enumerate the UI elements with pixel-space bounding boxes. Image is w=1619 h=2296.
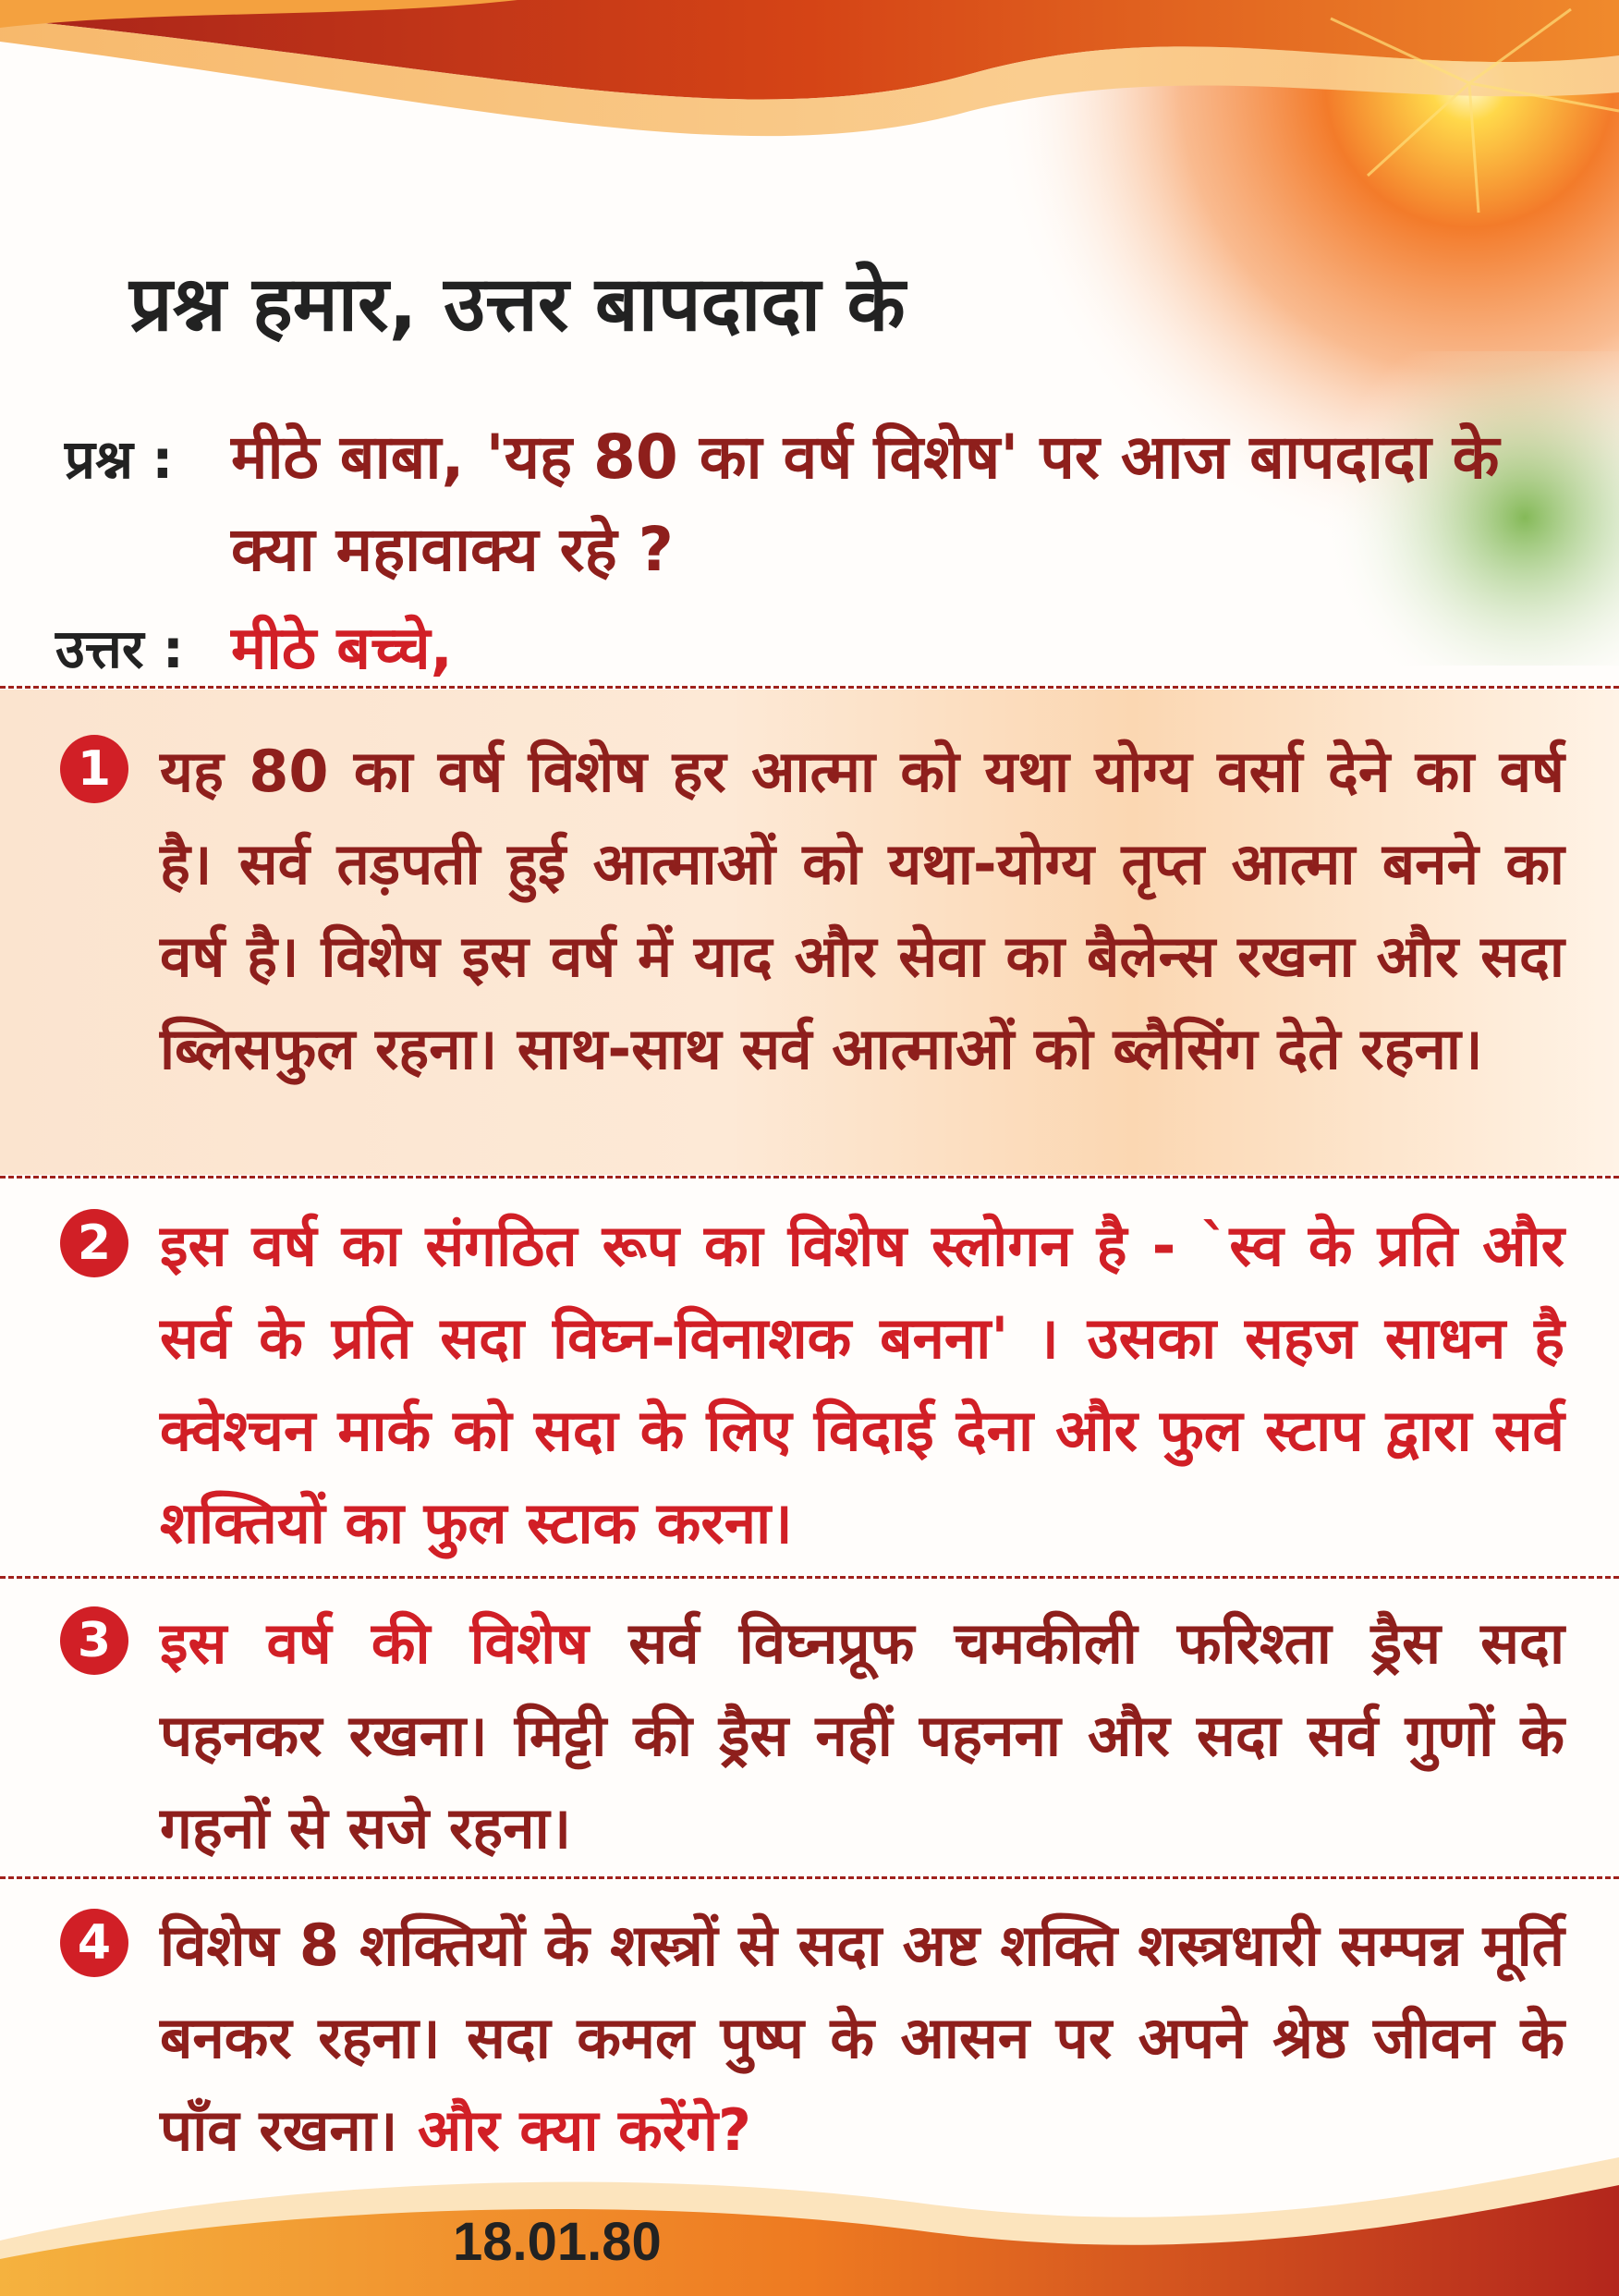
point-1-text: यह 80 का वर्ष विशेष हर आत्मा को यथा योग्य वर्सा देने का वर्ष है। सर्व तड़पती हुई आत्माओं को यथा-योग्य तृप्त आत्मा बनने का वर्ष है। विशेष इस वर्ष में याद और सेवा का बैलेन्स रखना और सदा ब्लिसफुल रहना। साथ-साथ सर्व आत्माओं को ब्लैसिंग देते रहना।	[160, 738, 1564, 1082]
divider	[0, 1876, 1619, 1879]
divider	[0, 1576, 1619, 1579]
footer-wave-art	[0, 2139, 1619, 2296]
answer-label: उत्तर :	[55, 617, 184, 680]
point-4-body: विशेष 8 शक्तियों के शस्त्रों से सदा अष्ट शक्ति शस्त्रधारी सम्पन्न मूर्ति बनकर रहना। सदा कमल पुष्प के आसन पर अपने श्रेष्ठ जीवन के पाँव रखना।	[160, 1911, 1564, 2164]
point-2-slogan: इस वर्ष का संगठित रूप का विशेष स्लोगन है - `स्व के प्रति और सर्व के प्रति सदा विघ्न-विनाशक बनना'	[160, 1212, 1564, 1372]
point-3-lead: इस वर्ष की विशेष	[160, 1609, 590, 1677]
point-4-closing-question: और क्या करेंगे?	[417, 2096, 751, 2164]
answer-greeting: मीठे बच्चे,	[231, 615, 453, 683]
question-text: मीठे बाबा, 'यह 80 का वर्ष विशेष' पर आज बापदादा के क्या महावाक्य रहे ?	[231, 421, 1500, 585]
point-3-body: सर्व विघ्नप्रूफ चमकीली फरिश्ता ड्रैस सदा पहनकर रखना। मिट्टी की ड्रैस नहीं पहनना और सदा सर्व गुणों के गहनों से सजे रहना।	[160, 1609, 1564, 1862]
date-label: 18.01.80	[453, 2212, 662, 2272]
number-badge-4: 4	[60, 1909, 128, 1977]
question-label: प्रश्न :	[65, 428, 174, 491]
divider	[0, 1176, 1619, 1179]
point-2-method: । उसका सहज साधन है क्वेश्चन मार्क को सदा के लिए विदाई देना और फुल स्टाप द्वारा सर्व शक्तियों का फुल स्टाक करना।	[160, 1304, 1565, 1557]
number-badge-3: 3	[60, 1606, 128, 1675]
point-2-text	[160, 1200, 1564, 1569]
point-4-text	[160, 1899, 1564, 2177]
number-badge-1: 1	[60, 735, 128, 803]
point-3-text	[160, 1597, 1564, 1875]
divider	[0, 686, 1619, 689]
number-badge-2: 2	[60, 1209, 128, 1277]
page-title: प्रश्न हमार, उत्तर बापदादा के	[129, 261, 906, 348]
